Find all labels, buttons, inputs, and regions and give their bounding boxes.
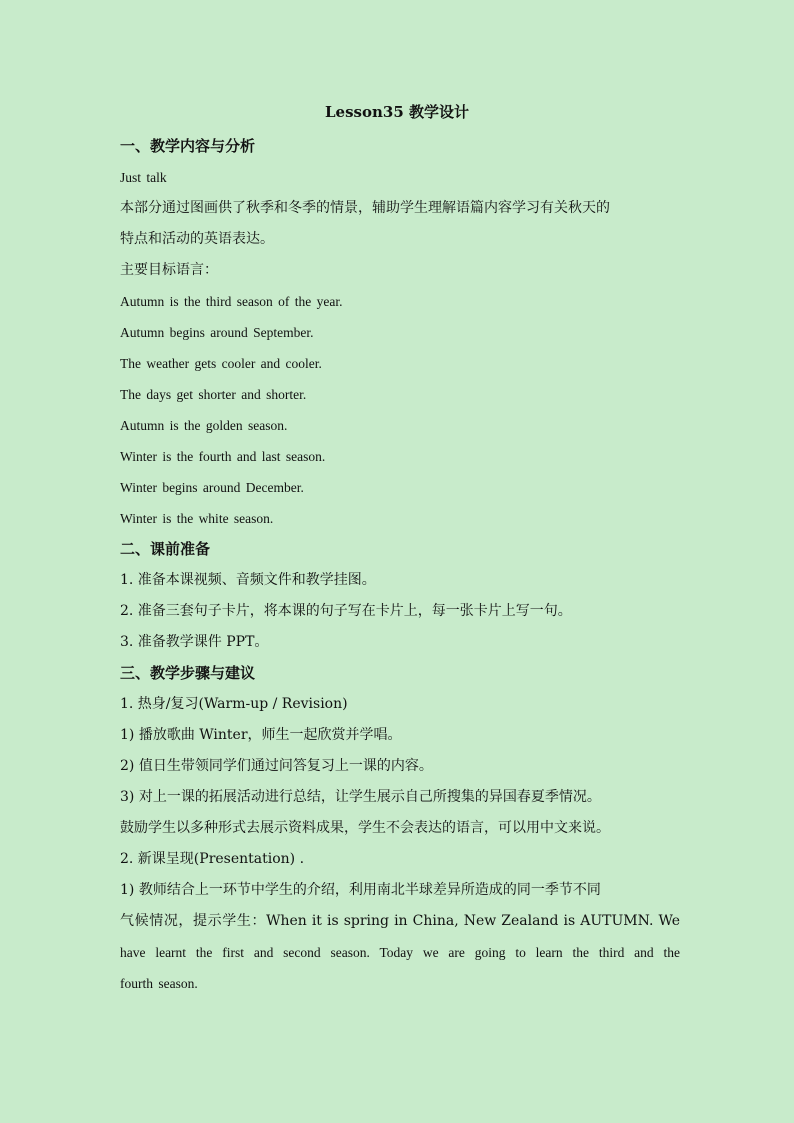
text-line: 2) 值日生带领同学们通过问答复习上一课的内容。: [120, 758, 433, 774]
text-line: 2. 准备三套句子卡片，将本课的句子写在卡片上，每一张卡片上写一句。: [120, 603, 572, 619]
text-line: 2. 新课呈现(Presentation) .: [120, 851, 305, 867]
text-line: Autumn is the golden season.: [120, 418, 288, 433]
text-line: 主要目标语言：: [120, 262, 218, 278]
text-line: Winter begins around December.: [120, 480, 304, 495]
text-line: fourth season.: [120, 976, 198, 991]
text-line: 1. 热身/复习(Warm-up / Revision): [120, 696, 348, 712]
text-line: 1) 教师结合上一环节中学生的介绍，利用南北半球差异所造成的同一季节不同: [120, 882, 601, 898]
document-title: Lesson35 教学设计: [325, 103, 469, 121]
text-line: Autumn is the third season of the year.: [120, 294, 343, 309]
text-line: The days get shorter and shorter.: [120, 387, 307, 402]
text-line: The weather gets cooler and cooler.: [120, 356, 322, 371]
text-line: 1. 准备本课视频、音频文件和教学挂图。: [120, 572, 376, 588]
text-line: 1) 播放歌曲 Winter，师生一起欣赏并学唱。: [120, 727, 402, 743]
text-line: 特点和活动的英语表达。: [120, 231, 274, 247]
text-line: 3) 对上一课的拓展活动进行总结，让学生展示自己所搜集的异国春夏季情况。: [120, 789, 601, 805]
section-heading: 三、教学步骤与建议: [120, 664, 256, 682]
text-line: have learnt the first and second season. Today we are going to learn the third and the: [120, 945, 680, 960]
section-heading: 二、课前准备: [120, 540, 211, 558]
text-line: 鼓励学生以多种形式去展示资料成果，学生不会表达的语言，可以用中文来说。: [120, 820, 610, 836]
section-heading: 一、教学内容与分析: [120, 137, 256, 155]
document-body: [120, 131, 680, 999]
text-line: Winter is the white season.: [120, 511, 274, 526]
text-line: 气候情况，提示学生：When it is spring in China, New Zealand is AUTUMN. We: [120, 913, 680, 929]
text-line: 3. 准备教学课件 PPT。: [120, 634, 269, 650]
text-line: Autumn begins around September.: [120, 325, 314, 340]
text-line: 本部分通过图画供了秋季和冬季的情景，辅助学生理解语篇内容学习有关秋天的: [120, 200, 610, 216]
text-line: Just talk: [120, 170, 167, 185]
text-line: Winter is the fourth and last season.: [120, 449, 326, 464]
